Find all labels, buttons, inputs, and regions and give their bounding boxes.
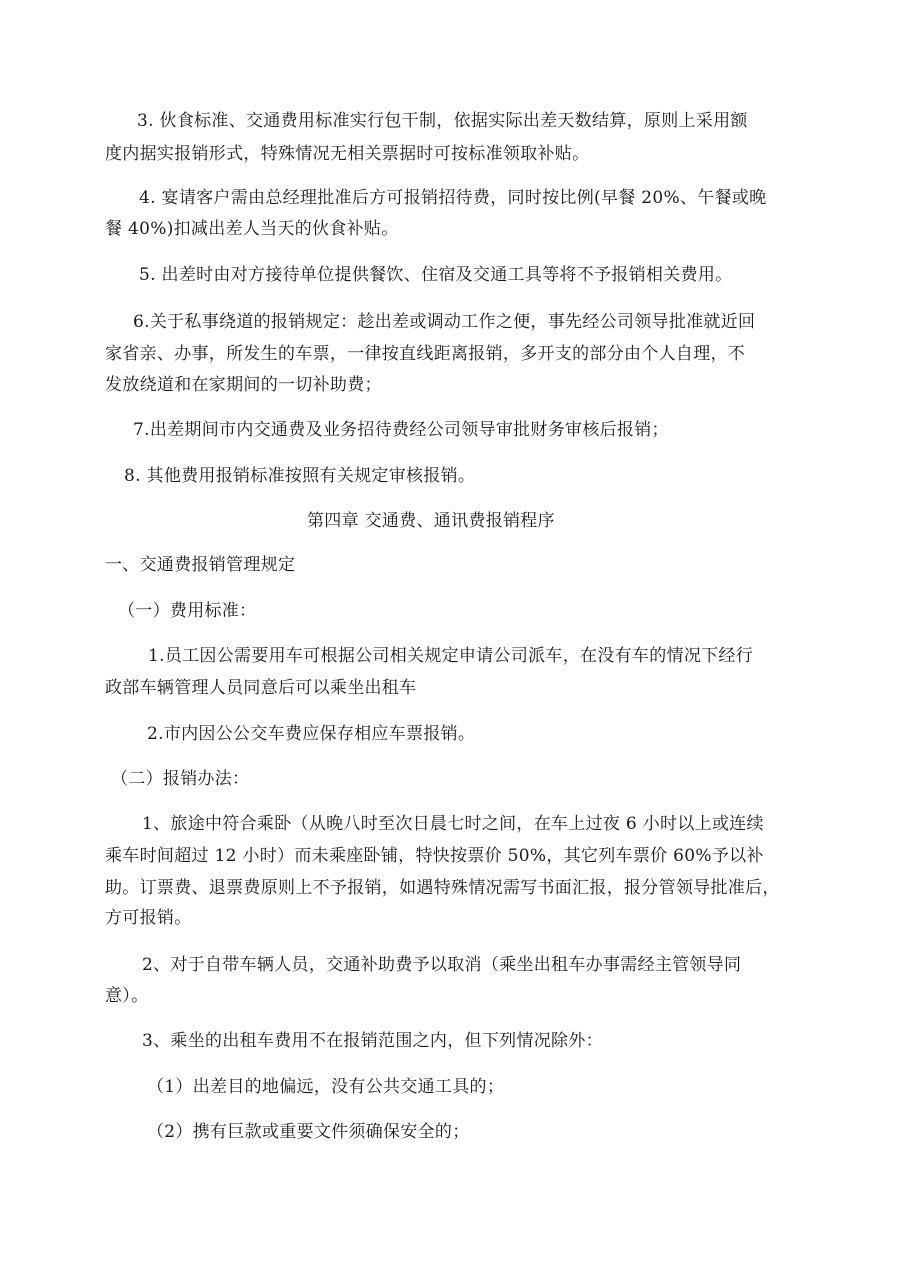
fee-standard-item-1-line-2: 政部车辆管理人员同意后可以乘坐出租车 [105,678,417,698]
method-item-1-line-1: 1、旅途中符合乘卧（从晚八时至次日晨七时之间，在车上过夜 6 小时以上或连续 [142,814,764,834]
paragraph-6-line-1: 6.关于私事绕道的报销规定：趁出差或调动工作之便，事先经公司领导批准就近回 [133,312,756,332]
subsection-reimbursement-method: （二）报销办法： [111,769,250,789]
paragraph-7: 7.出差期间市内交通费及业务招待费经公司领导审批财务审核后报销； [133,420,669,440]
section-1-heading: 一、交通费报销管理规定 [105,555,296,575]
method-item-1-line-2: 乘车时间超过 12 小时）而未乘座卧铺，特快按票价 50%，其它列车票价 60%予以补 [105,846,764,866]
method-item-2-line-1: 2、对于自带车辆人员，交通补助费予以取消（乘坐出租车办事需经主管领导同 [142,955,742,975]
exception-item-2: （2）携有巨款或重要文件须确保安全的； [147,1122,470,1142]
paragraph-4-line-1: 4. 宴请客户需由总经理批准后方可报销招待费，同时按比例(早餐 20%、午餐或晚 [139,188,767,208]
subsection-fee-standard: （一）费用标准： [118,601,257,621]
fee-standard-item-2: 2.市内因公公交车费应保存相应车票报销。 [147,724,476,744]
method-item-1-line-3: 助。订票费、退票费原则上不予报销，如遇特殊情况需写书面汇报，报分管领导批准后， [105,878,780,898]
paragraph-4-line-2: 餐 40%)扣减出差人当天的伙食补贴。 [105,219,399,239]
paragraph-3-line-1: 3. 伙食标准、交通费用标准实行包干制，依据实际出差天数结算，原则上采用额 [137,111,748,131]
chapter-4-heading: 第四章 交通费、通讯费报销程序 [307,511,555,531]
exception-item-1: （1）出差目的地偏远，没有公共交通工具的； [147,1077,505,1097]
paragraph-5: 5. 出差时由对方接待单位提供餐饮、住宿及交通工具等将不予报销相关费用。 [139,265,733,285]
method-item-2-line-2: 意）。 [105,986,149,1006]
paragraph-8: 8. 其他费用报销标准按照有关规定审核报销。 [124,466,476,486]
paragraph-3-line-2: 度内据实报销形式，特殊情况无相关票据时可按标准领取补贴。 [105,144,590,164]
method-item-3: 3、乘坐的出租车费用不在报销范围之内，但下列情况除外： [142,1031,603,1051]
method-item-1-line-4: 方可报销。 [105,908,192,928]
paragraph-6-line-2: 家省亲、办事，所发生的车票，一律按直线距离报销，多开支的部分由个人自理，不 [105,344,746,364]
paragraph-6-line-3: 发放绕道和在家期间的一切补助费； [105,375,382,395]
fee-standard-item-1-line-1: 1.员工因公需要用车可根据公司相关规定申请公司派车，在没有车的情况下经行 [148,646,754,666]
